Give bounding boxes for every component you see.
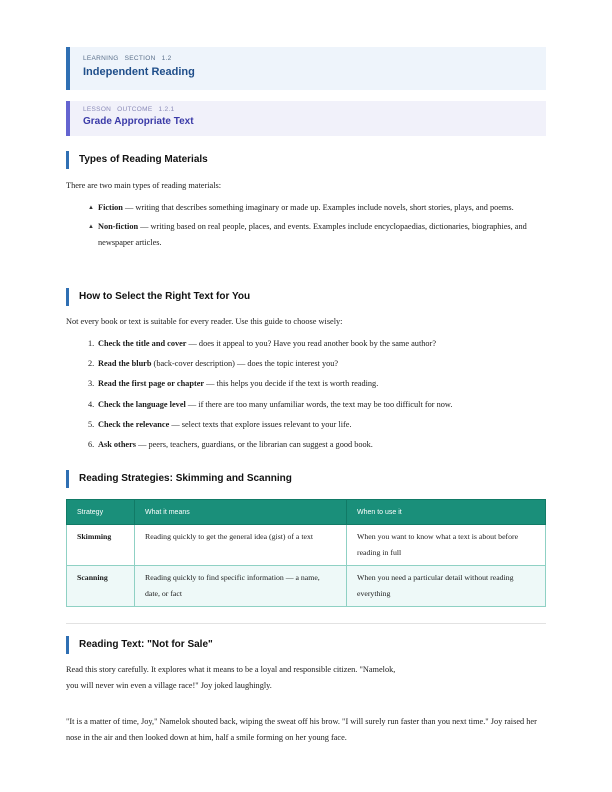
strategies-heading: Reading Strategies: Skimming and Scanning: [66, 470, 292, 488]
outcome-title: Grade Appropriate Text: [83, 116, 194, 127]
reading-paragraph-2: "It is a matter of time, Joy," Namelok shouted back, wiping the sweat off his brow. "I will surely run faster than you next time." Joy raised her nose in the air and then looked down at him, half a smile forming on her young face.: [66, 717, 537, 742]
outcome-kicker: LESSON OUTCOME 1.2.1: [83, 106, 175, 113]
types-intro: There are two main types of reading materials:: [66, 181, 222, 190]
table-cell: Scanning: [67, 566, 135, 607]
section-kicker: LEARNING SECTION 1.2: [83, 55, 172, 62]
list-item: 4. Check the language level — if there are too many unfamiliar words, the text may be too difficult for now.: [88, 399, 453, 409]
triangle-bullet-icon: ▲: [88, 224, 94, 230]
reading-text-heading: Reading Text: "Not for Sale": [66, 636, 213, 654]
reading-paragraph-1: Read this story carefully. It explores what it means to be a loyal and responsible citizen. "Namelok, you will never win even a village race!" Joy joked laughingly.: [66, 665, 396, 690]
learning-section-banner: [66, 47, 546, 90]
list-item: 2. Read the blurb (back-cover description) — does the topic interest you?: [88, 359, 339, 369]
table-cell: Skimming: [67, 525, 135, 566]
types-heading: Types of Reading Materials: [66, 151, 208, 169]
section-title: Independent Reading: [83, 66, 195, 78]
table-cell: Reading quickly to find specific information — a name, date, or fact: [135, 566, 347, 607]
list-item: ▲ Fiction — writing that describes something imaginary or made up. Examples include novels, short stories, plays, and poems.: [88, 200, 548, 216]
list-item: 6. Ask others — peers, teachers, guardians, or the librarian can suggest a good book.: [88, 439, 373, 449]
column-header: When to use it: [347, 500, 546, 525]
table-cell: When you want to know what a text is about before reading in full: [347, 525, 546, 566]
table-cell: When you need a particular detail without reading everything: [347, 566, 546, 607]
table-row: [67, 525, 546, 566]
select-heading: How to Select the Right Text for You: [66, 288, 250, 306]
lesson-outcome-banner: [66, 101, 546, 136]
types-list: [88, 200, 548, 254]
list-item: 3. Read the first page or chapter — this helps you decide if the text is worth reading.: [88, 379, 379, 389]
column-header: Strategy: [67, 500, 135, 525]
column-header: What it means: [135, 500, 347, 525]
list-item: ▲ Non-fiction — writing based on real people, places, and events. Examples include encyclopaedias, dictionaries, biographies, and newspaper articles.: [88, 219, 548, 251]
select-intro: Not every book or text is suitable for every reader. Use this guide to choose wisely:: [66, 317, 343, 326]
list-item: 1. Check the title and cover — does it appeal to you? Have you read another book by the same author?: [88, 339, 437, 348]
divider: [66, 623, 546, 624]
select-steps: [88, 337, 548, 458]
table-cell: Reading quickly to get the general idea (gist) of a text: [135, 525, 347, 566]
strategies-table: [66, 499, 546, 607]
list-item: 5. Check the relevance — select texts that explore issues relevant to your life.: [88, 419, 352, 429]
table-header-row: [67, 500, 546, 525]
triangle-bullet-icon: ▲: [88, 205, 94, 211]
table-row: [67, 566, 546, 607]
